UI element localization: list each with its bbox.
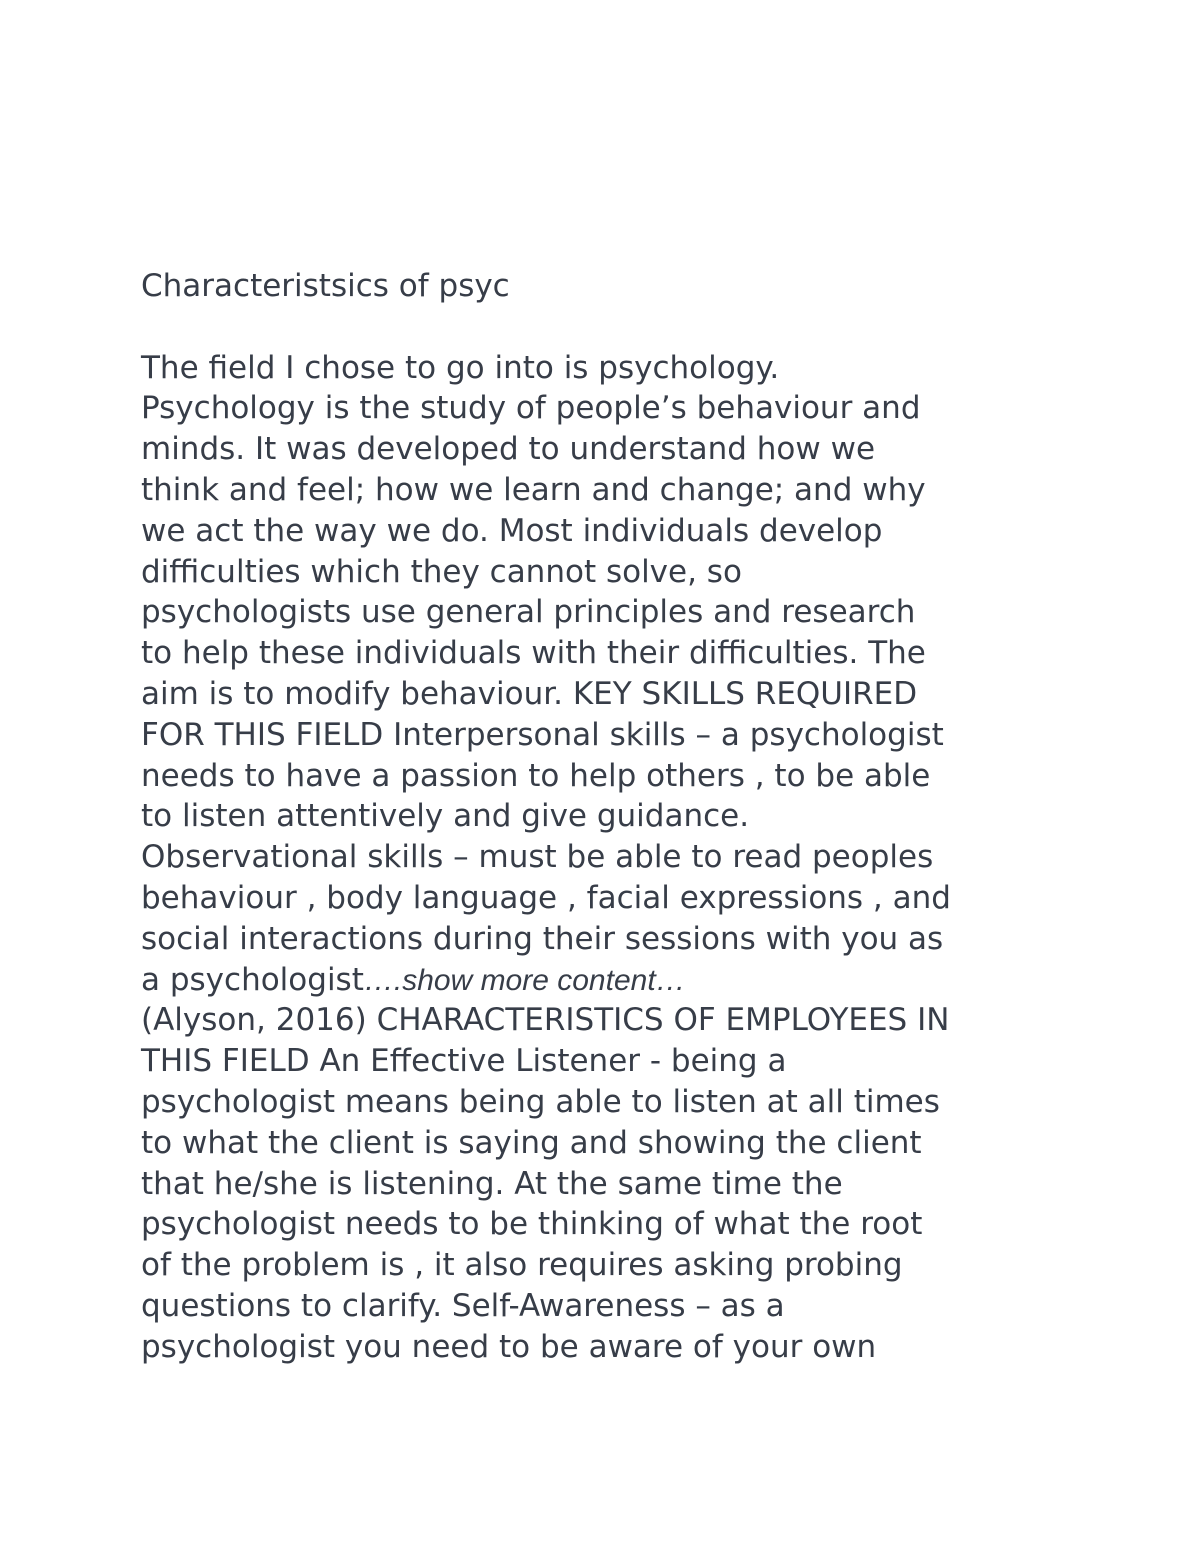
body-line: needs to have a passion to help others , to be able <box>141 757 931 794</box>
body-line: FOR THIS FIELD Interpersonal skills – a psychologist <box>141 716 944 753</box>
show-more-link[interactable]: ….show more content… <box>363 963 686 997</box>
document-body <box>141 266 1071 1368</box>
body-line: (Alyson, 2016) CHARACTERISTICS OF EMPLOYEES IN <box>141 1002 950 1039</box>
body-line: social interactions during their sessions with you as <box>141 920 944 957</box>
document-title: Characteristsics of psyc <box>141 268 510 304</box>
body-line: THIS FIELD An Effective Listener - being a <box>141 1043 787 1080</box>
body-line: Psychology is the study of people’s behaviour and <box>141 390 921 427</box>
body-line: minds. It was developed to understand how we <box>141 431 876 468</box>
body-line: psychologist you need to be aware of your own <box>141 1328 877 1365</box>
body-line-prefix: a psychologist <box>141 961 364 998</box>
body-line: behaviour , body language , facial expressions , and <box>141 879 951 916</box>
show-more-line <box>141 960 1071 1001</box>
body-line: questions to clarify. Self-Awareness – as a <box>141 1287 785 1324</box>
body-line: think and feel; how we learn and change; and why <box>141 471 926 508</box>
body-line: psychologist needs to be thinking of what the root <box>141 1206 923 1243</box>
body-line: The field I chose to go into is psychology. <box>141 349 780 386</box>
body-line: Observational skills – must be able to read peoples <box>141 839 934 876</box>
blank-line <box>141 307 1071 348</box>
body-line: we act the way we do. Most individuals develop <box>141 512 883 549</box>
body-line: of the problem is , it also requires asking probing <box>141 1247 903 1284</box>
body-line: psychologists use general principles and research <box>141 594 916 631</box>
body-line: aim is to modify behaviour. KEY SKILLS REQUIRED <box>141 675 918 712</box>
body-line: to help these individuals with their difficulties. The <box>141 635 926 672</box>
body-line: psychologist means being able to listen at all times <box>141 1083 940 1120</box>
body-line: to what the client is saying and showing the client <box>141 1124 922 1161</box>
body-line: to listen attentively and give guidance. <box>141 798 750 835</box>
body-line: that he/she is listening. At the same time the <box>141 1165 843 1202</box>
body-line: difficulties which they cannot solve, so <box>141 553 742 590</box>
